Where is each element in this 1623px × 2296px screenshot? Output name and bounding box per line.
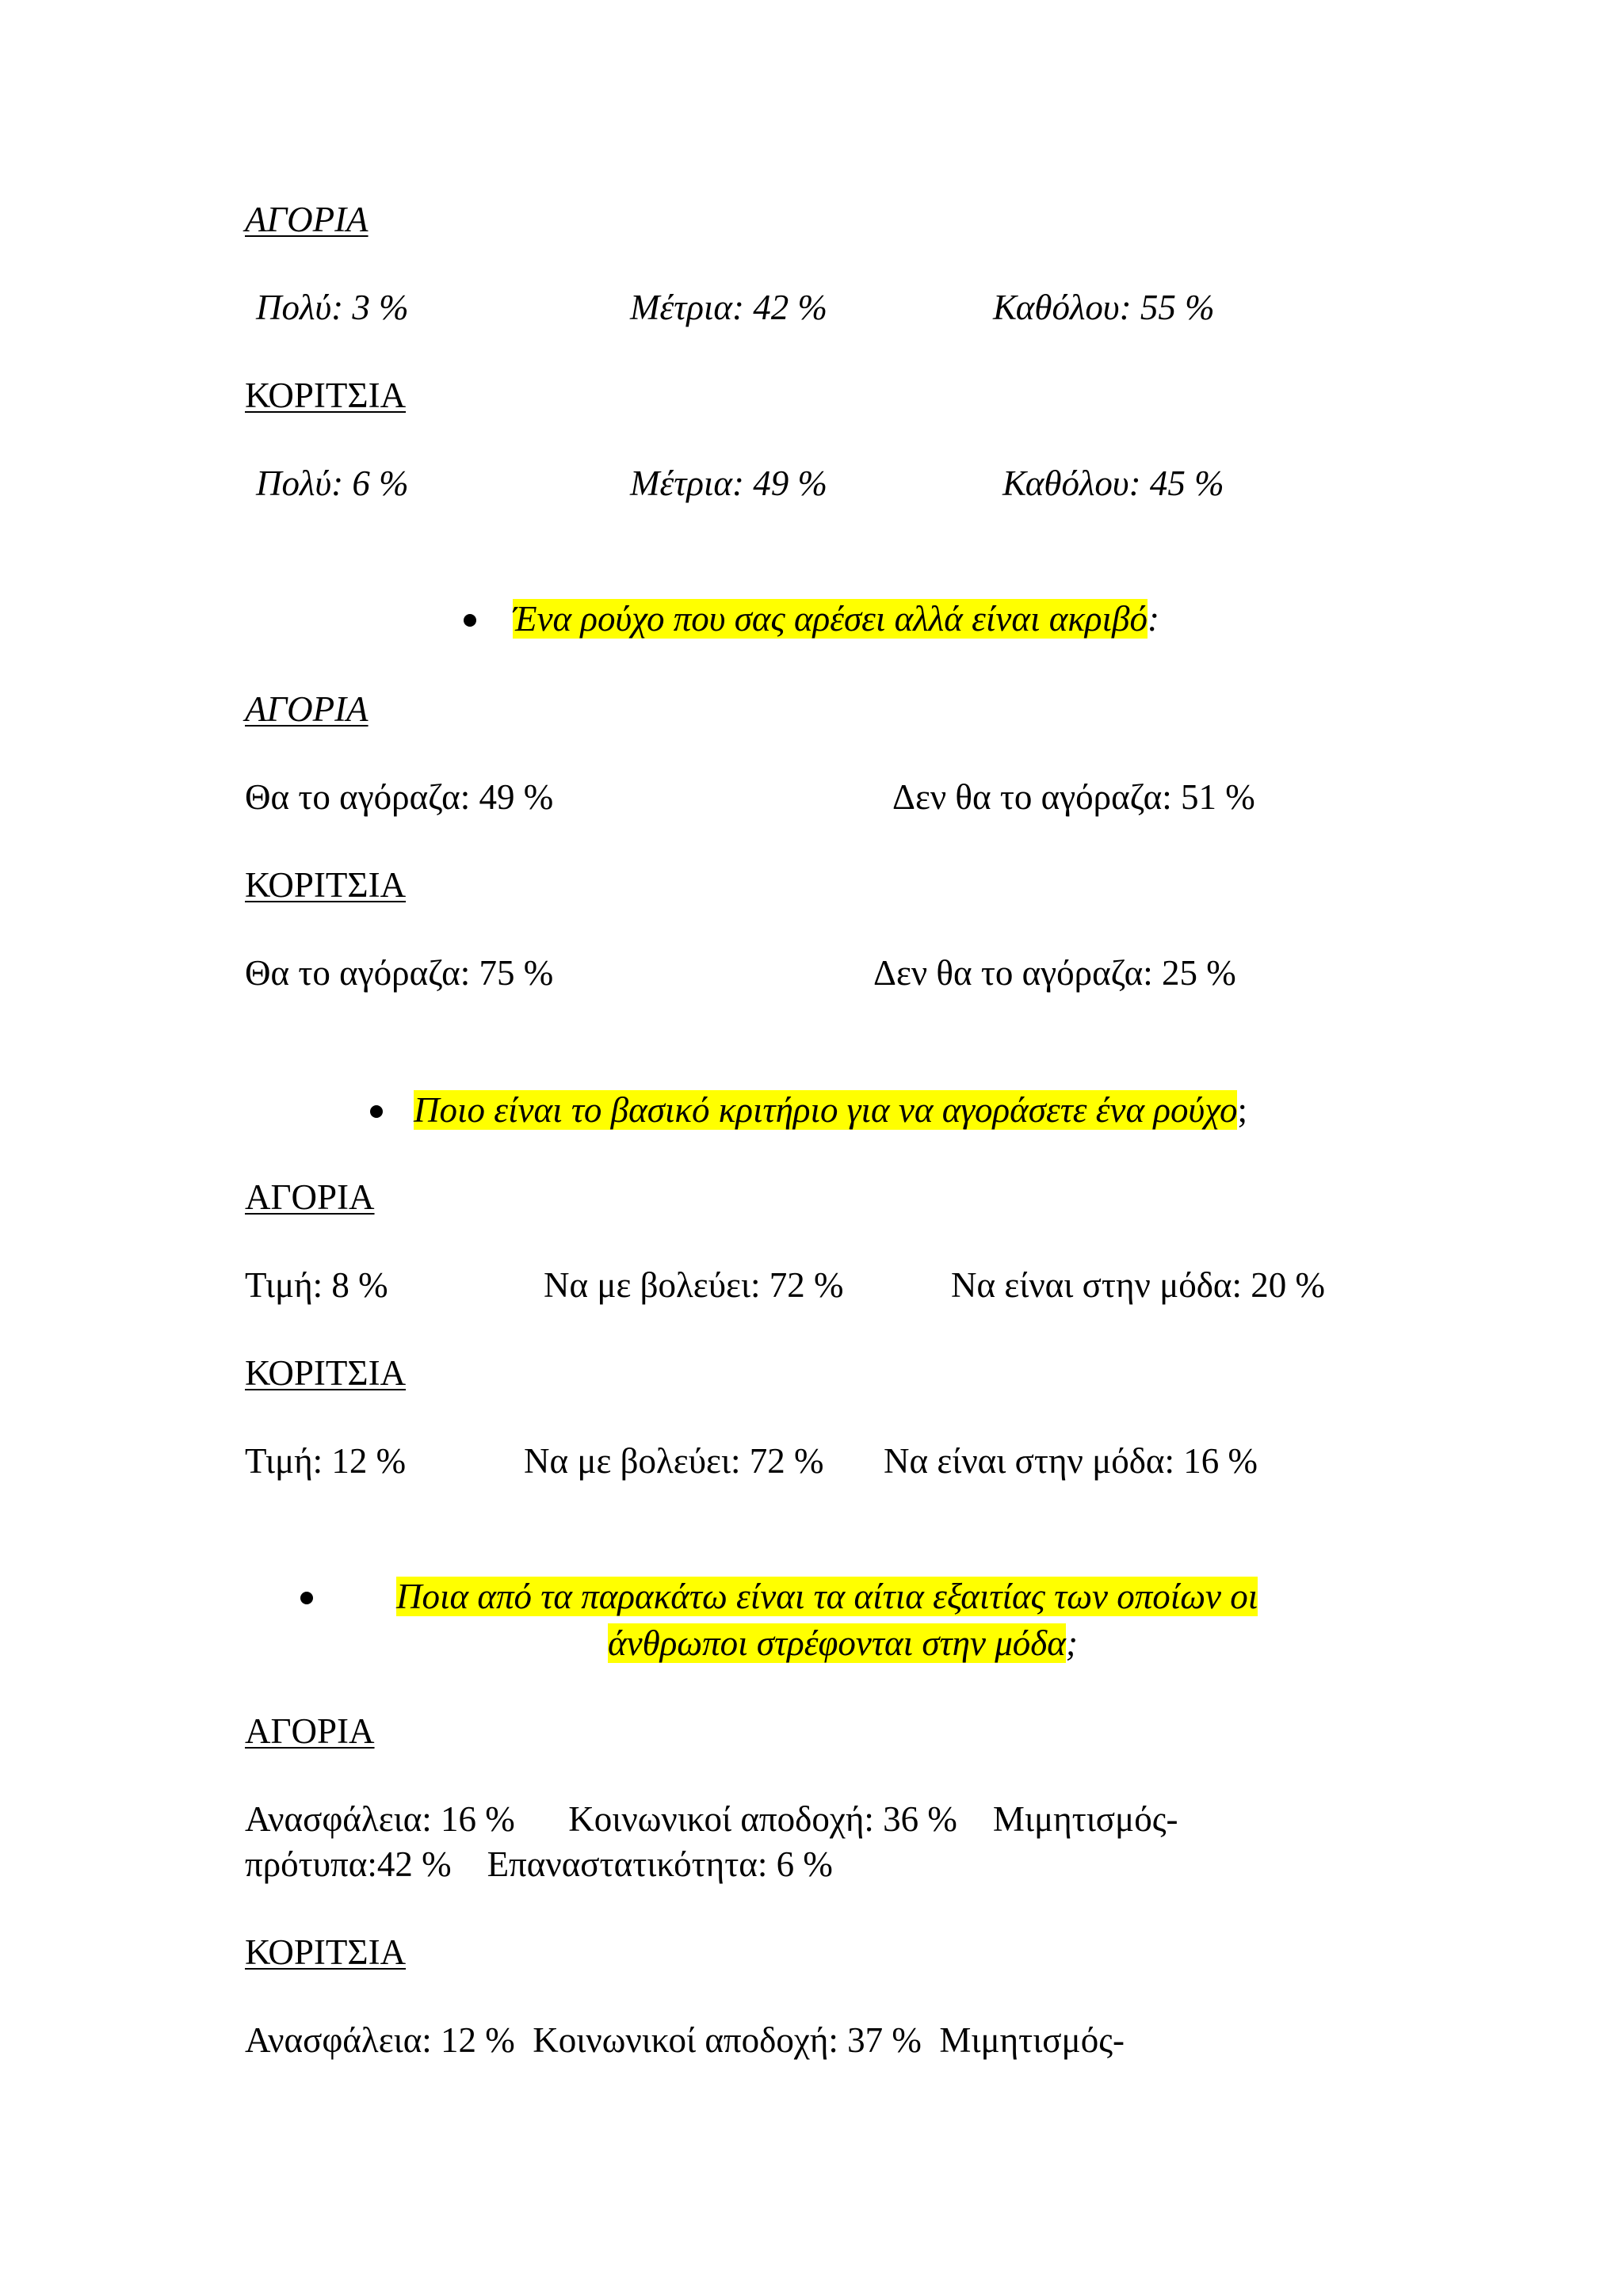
girls-heading-2: ΚΟΡΙΤΣΙΑ: [245, 865, 407, 905]
boys-would-not-buy: Δεν θα το αγόραζα: 51 %: [892, 777, 1255, 817]
question-text: Ποιο είναι το βασικό κριτήριο για να αγοράσετε ένα ρούχο: [414, 1090, 1238, 1130]
boys-heading-3: ΑΓΟΡΙΑ: [245, 1177, 375, 1217]
boys-would-buy: Θα το αγόραζα: 49 %: [245, 777, 554, 817]
question-punct: ;: [1237, 1090, 1247, 1130]
boys-very-value: Πολύ: 3 %: [256, 288, 409, 327]
boys-notatall-value: Καθόλου: 55 %: [993, 288, 1215, 327]
boys-price-value: Τιμή: 8 %: [245, 1265, 388, 1305]
question-punct: :: [1147, 599, 1159, 639]
boys-causes-line2: πρότυπα:42 % Επαναστατικότητα: 6 %: [245, 1844, 833, 1884]
bullet-icon: [464, 614, 476, 627]
bullet-icon: [300, 1592, 313, 1604]
boys-convenient-value: Να με βολεύει: 72 %: [544, 1265, 844, 1305]
question-fashion-causes-line1: Ποια από τα παρακάτω είναι τα αίτια εξαιτίας των οποίων οι: [396, 1577, 1258, 1616]
question-punct: ;: [1065, 1623, 1078, 1663]
girls-price-value: Τιμή: 12 %: [245, 1441, 407, 1481]
question-text: Ένα ρούχο που σας αρέσει αλλά είναι ακριβό: [513, 599, 1148, 639]
girls-very-value: Πολύ: 6 %: [256, 463, 409, 503]
girls-heading-3: ΚΟΡΙΤΣΙΑ: [245, 1353, 407, 1393]
bullet-icon: [370, 1105, 383, 1118]
girls-fashion-value: Να είναι στην μόδα: 16 %: [884, 1441, 1258, 1481]
girls-notatall-value: Καθόλου: 45 %: [1002, 463, 1224, 503]
boys-moderate-value: Μέτρια: 42 %: [630, 288, 828, 327]
girls-moderate-value: Μέτρια: 49 %: [630, 463, 828, 503]
question-fashion-causes-line2: άνθρωποι στρέφονται στην μόδα;: [608, 1623, 1078, 1663]
boys-fashion-value: Να είναι στην μόδα: 20 %: [951, 1265, 1325, 1305]
boys-heading-2: ΑΓΟΡΙΑ: [245, 689, 369, 729]
girls-heading-4: ΚΟΡΙΤΣΙΑ: [245, 1932, 407, 1972]
girls-causes-line1: Ανασφάλεια: 12 % Κοινωνικοί αποδοχή: 37 % Μιμητισμός-: [245, 2020, 1125, 2060]
girls-would-buy: Θα το αγόραζα: 75 %: [245, 953, 554, 993]
boys-causes-line1: Ανασφάλεια: 16 % Κοινωνικοί αποδοχή: 36 % Μιμητισμός-: [245, 1799, 1178, 1839]
question-expensive-clothing: [513, 597, 1159, 640]
girls-would-not-buy: Δεν θα το αγόραζα: 25 %: [873, 953, 1236, 993]
boys-heading-4: ΑΓΟΡΙΑ: [245, 1711, 375, 1751]
question-main-criterion: [414, 1089, 1247, 1131]
girls-heading-1: ΚΟΡΙΤΣΙΑ: [245, 376, 407, 415]
boys-heading-1: ΑΓΟΡΙΑ: [245, 200, 369, 239]
girls-convenient-value: Να με βολεύει: 72 %: [524, 1441, 824, 1481]
